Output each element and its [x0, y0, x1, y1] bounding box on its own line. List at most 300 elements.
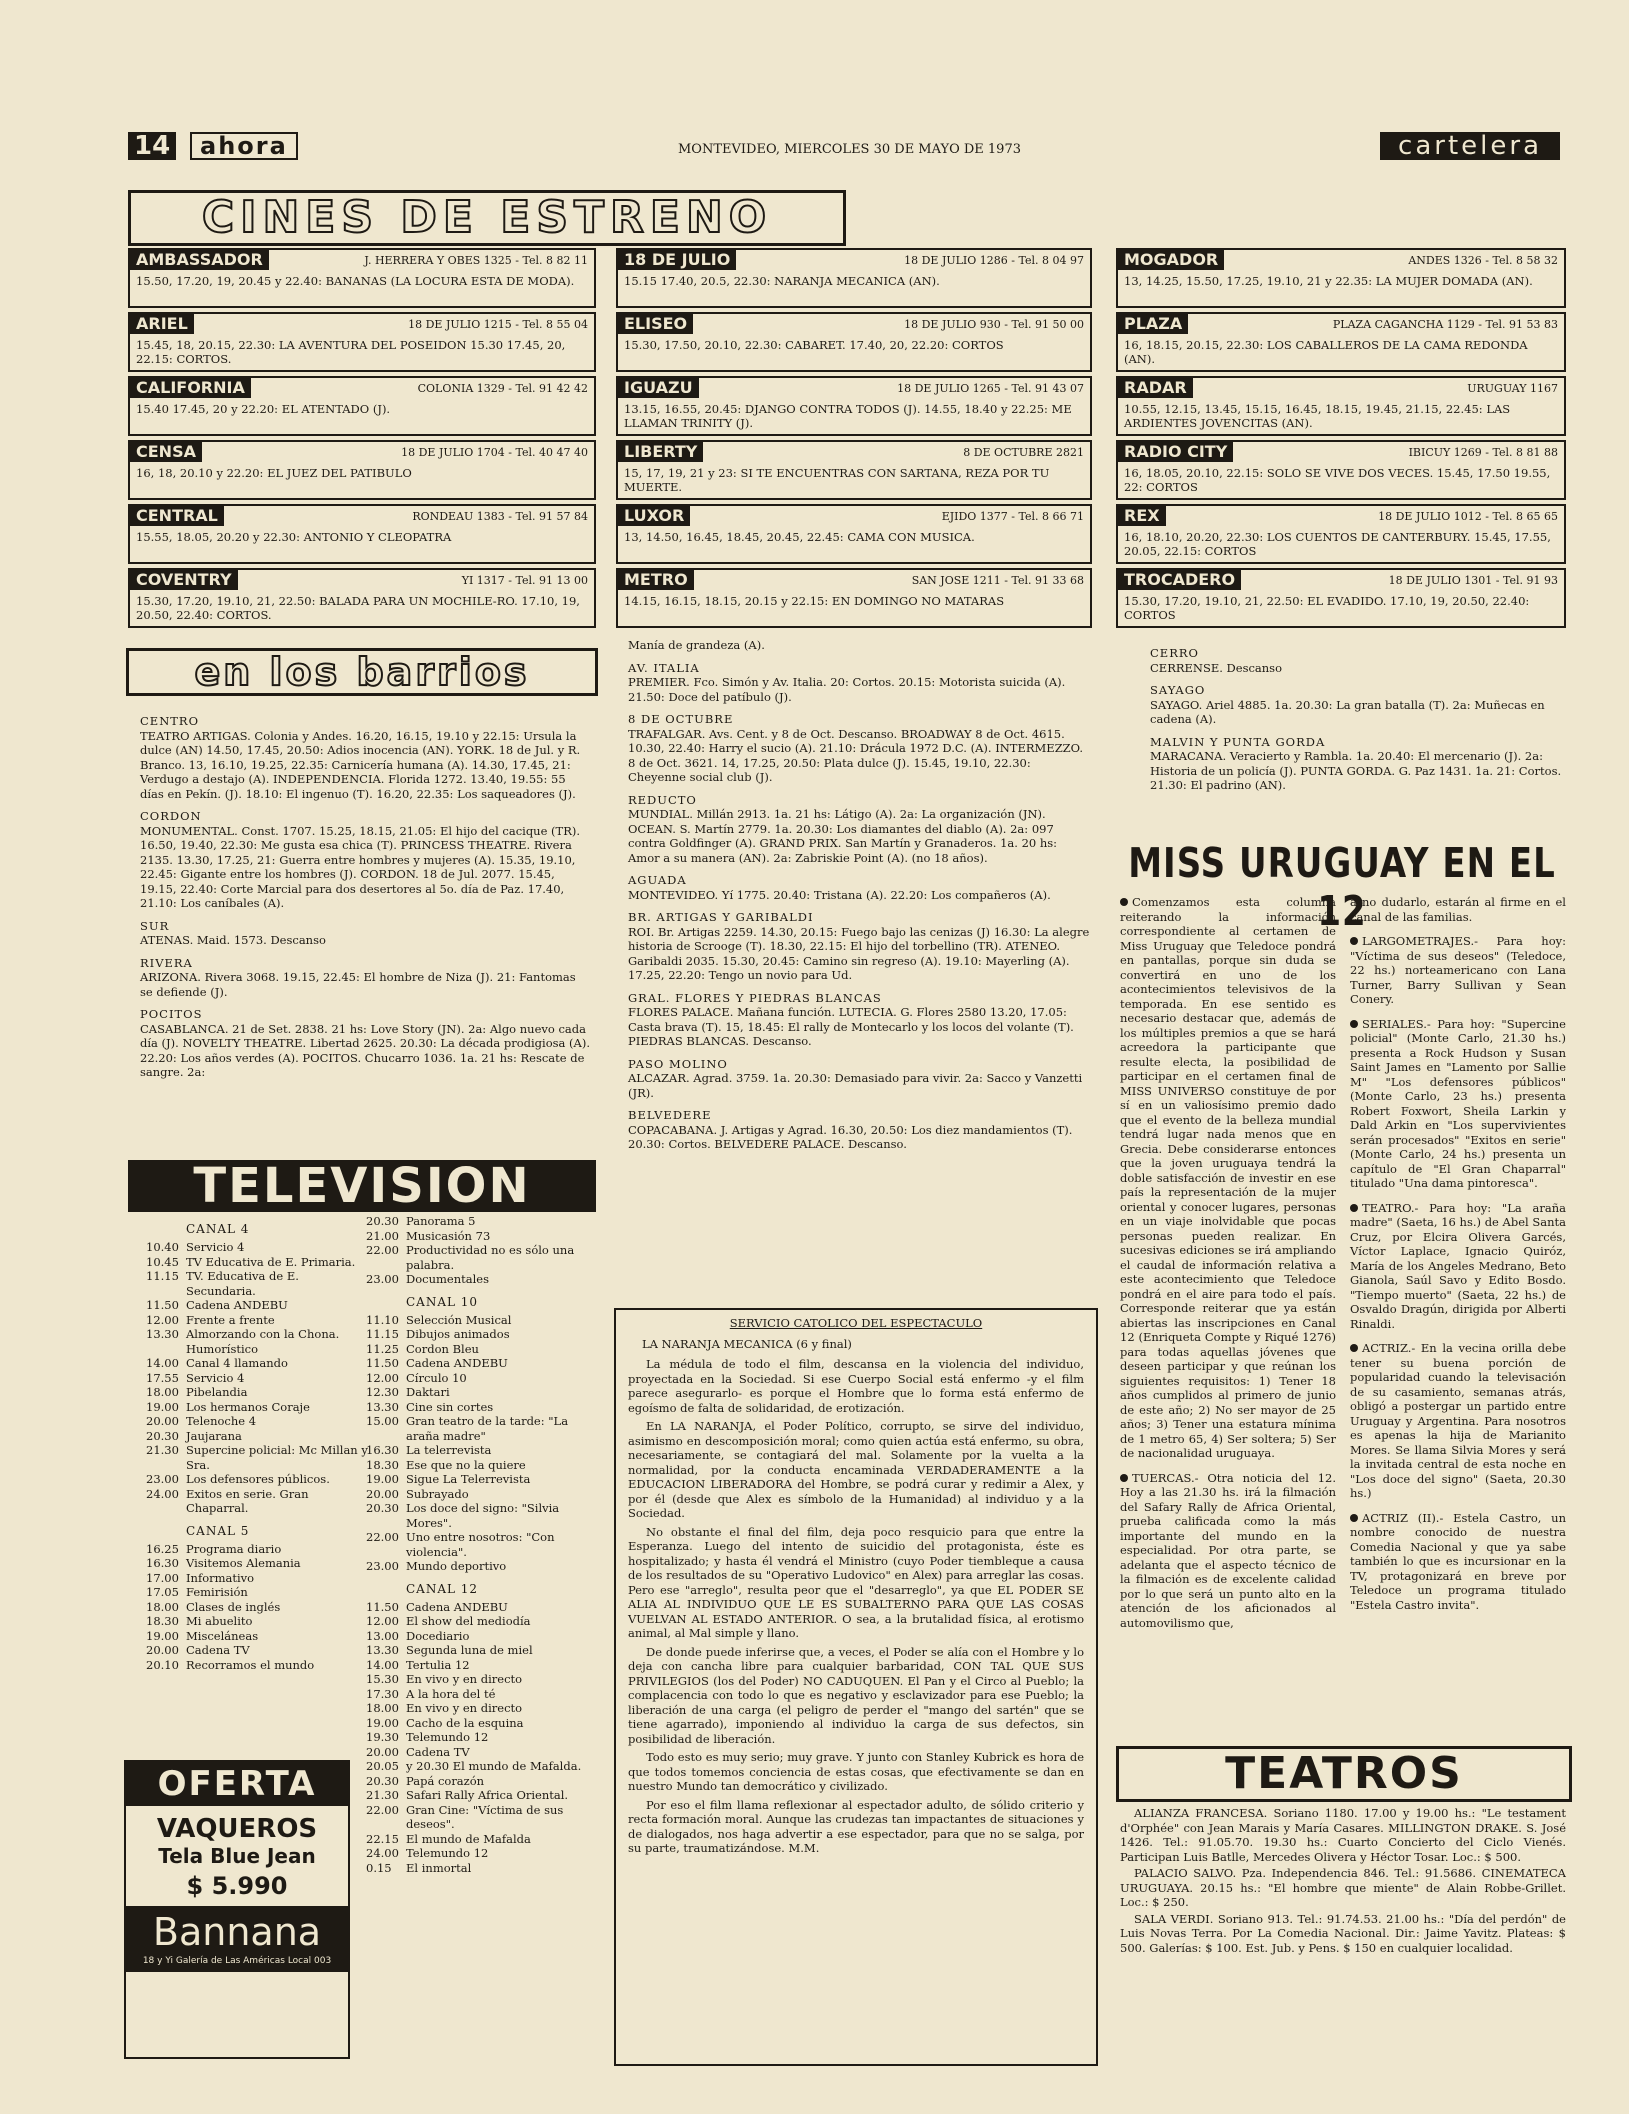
tv-program [146, 1269, 368, 1298]
program-name: Servicio 4 [186, 1240, 245, 1254]
miss-paragraph [1350, 895, 1566, 924]
program-time: 18.00 [146, 1385, 179, 1399]
program-time: 20.05 [366, 1759, 399, 1773]
tv-program [146, 1643, 368, 1658]
bullet-icon [1120, 1474, 1128, 1482]
miss-paragraph [1350, 934, 1566, 1007]
program-name: Programa diario [186, 1541, 282, 1556]
tv-program [366, 1313, 600, 1328]
cinema-name: 18 DE JULIO [618, 250, 736, 270]
program-name: Frente a frente [186, 1312, 275, 1327]
tv-program [146, 1487, 368, 1516]
tv-column-2 [366, 1214, 600, 1875]
program-name: y 20.30 El mundo de Mafalda. [406, 1759, 582, 1773]
cinema-header [624, 506, 1084, 526]
cinema-name: RADAR [1118, 378, 1193, 398]
tv-program [366, 1759, 600, 1774]
program-name: Cordon Bleu [406, 1341, 479, 1356]
cinema-showtimes: 14.15, 16.15, 18.15, 20.15 y 22.15: EN DOMINGO NO MATARAS [624, 594, 1005, 608]
cinema-showtimes: 13, 14.50, 16.45, 18.45, 20.45, 22.45: CAMA CON MUSICA. [624, 530, 975, 544]
cinema-showtimes: 15.40 17.45, 20 y 22.20: EL ATENTADO (J). [136, 402, 391, 416]
program-time: 18.00 [366, 1701, 399, 1715]
program-name: Círculo 10 [406, 1370, 467, 1385]
program-name: Subrayado [406, 1486, 469, 1501]
barrio-area: RIVERA [140, 955, 193, 970]
program-name: Exitos en serie. Gran Chaparral. [186, 1486, 309, 1515]
cinema-listing [616, 504, 1092, 564]
cinema-showtimes: 16, 18.15, 20.15, 22.30: LOS CABALLEROS DE LA CAMA REDONDA (AN). [1124, 338, 1528, 366]
cinema-name: REX [1118, 506, 1166, 526]
dateline: MONTEVIDEO, MIERCOLES 30 DE MAYO DE 1973 [678, 142, 1021, 157]
tv-program [366, 1371, 600, 1386]
bullet-icon [1120, 898, 1128, 906]
ad-address: 18 y Yi Galería de Las Américas Local 003 [126, 1954, 348, 1972]
cinema-header [624, 442, 1084, 462]
tv-program [146, 1571, 368, 1586]
program-name: Documentales [406, 1272, 489, 1286]
barrio-area: MALVIN Y PUNTA GORDA [1150, 734, 1326, 749]
program-name: Mi abuelito [186, 1614, 253, 1628]
cinema-header [1124, 378, 1558, 398]
cinema-header [624, 570, 1084, 590]
tv-program [366, 1788, 600, 1803]
program-time: 20.30 [366, 1501, 399, 1515]
cinema-address: ANDES 1326 - Tel. 8 58 32 [1408, 253, 1558, 267]
program-name: Telenoche 4 [186, 1414, 257, 1428]
program-time: 23.00 [146, 1472, 179, 1486]
cinema-name: ELISEO [618, 314, 693, 334]
cinema-header [624, 314, 1084, 334]
barrio-area: SAYAGO [1150, 683, 1206, 697]
tv-program [146, 1585, 368, 1600]
cinema-listing [128, 376, 596, 436]
program-name: Recorramos el mundo [186, 1657, 315, 1672]
cinema-listing [1116, 376, 1566, 436]
program-time: 12.00 [366, 1614, 399, 1628]
program-time: 14.00 [146, 1356, 179, 1370]
cinema-address: 18 DE JULIO 1215 - Tel. 8 55 04 [408, 317, 588, 331]
program-name: Tertulia 12 [406, 1657, 470, 1672]
program-time: 17.00 [146, 1570, 179, 1585]
tv-program [366, 1774, 600, 1789]
cinema-listing [616, 440, 1092, 500]
tv-program [366, 1672, 600, 1687]
barrios-column-3 [1150, 638, 1562, 793]
barrio-area: PASO MOLINO [628, 1056, 728, 1071]
tv-program [366, 1803, 600, 1832]
program-time: 24.00 [366, 1846, 399, 1860]
barrio-listing: CASABLANCA. 21 de Set. 2838. 21 hs: Love Story (JN). 2a: Algo nuevo cada día (J). NOVELTY THEATRE. Libertad 2625. 20.30: La década prodigiosa (A). 22.20: Los años verdes (A). POCITOS. Chucarro 1036. 1a. 21 hs: Rescate de sangre. 2a: [140, 1021, 590, 1079]
program-time: 12.00 [366, 1370, 399, 1385]
bullet-icon [1350, 1344, 1358, 1352]
cinema-header [136, 570, 588, 590]
cinema-showtimes: 15.50, 17.20, 19, 20.45 y 22.40: BANANAS (LA LOCURA ESTA DE MODA). [136, 274, 575, 288]
miss-paragraph-text: SERIALES.- Para hoy: "Supercine policial" (Monte Carlo, 21.30 hs.) presenta a Rock Hudson y Susan Saint James en "Lamento por Sallie M" "Los defensores públicos" (Monte Carlo, 23 hs.) presenta Robert Foxwort, Sheila Larkin y Dald Arkin en "Los supervivientes serán procesados" "Exitos en serie" (Monte Carlo, 24 hs.) presenta un capítulo de "El Gran Chaparral" titulado "Una dama pintoresca". [1350, 1016, 1566, 1190]
tv-program [366, 1832, 600, 1847]
program-name: Cadena TV [186, 1643, 250, 1657]
program-name: Cadena TV [406, 1744, 470, 1759]
tv-program [146, 1400, 368, 1415]
program-name: Jaujarana [186, 1428, 242, 1443]
tv-program [366, 1846, 600, 1861]
cinema-name: CENSA [130, 442, 202, 462]
barrio-listing: PREMIER. Fco. Simón y Av. Italia. 20: Cortos. 20.15: Motorista suicida (A). 21.50: Doce del patíbulo (J). [628, 675, 1066, 704]
cinema-showtimes: 16, 18.05, 20.10, 22.15: SOLO SE VIVE DOS VECES. 15.45, 17.50 19.55, 22: CORTOS [1124, 466, 1551, 494]
program-time: 22.00 [366, 1530, 399, 1544]
cines-column [616, 248, 1092, 632]
miss-paragraph-text: Comenzamos esta columna reiterando la información correspondiente al certamen de Miss Uruguay que Teledoce pondrá en pantallas, porque sin duda se convertirá en uno de los acontecimientos televisivos de la temporada. En ese sentido es necesario destacar que, además de los múltiples premios a que se hará acreedora la participante que resulte electa, la posibilidad de participar en el certamen final de MISS UNIVERSO constituye de por sí en un valiosísimo premio dado que el evento de la belleza mundial tendrá lugar nada menos que en Grecia. Debe considerarse entonces que la joven uruguaya tendrá la doble satisfacción de investir en ese país la representación de la mujer oriental y conocer lugares, personas en un viaje inolvidable que pocas personas pueden realizar. En sucesivas ediciones se irá ampliando el caudal de información relativa a este acontecimiento que Teledoce pondrá en el aire para todo el país. Corresponde reiterar que ya están abiertas las inscripciones en Canal 12 (Enriqueta Compte y Riqué 1276) para todas aquellas jóvenes que deseen participar y que reúnan los siguientes requisitos: 1) Tener 18 años cumplidos al primero de junio de este año; 2) No ser mayor de 25 años; 3) Tener una estatura mínima de 1 metro 65, 4) Ser soltera; 5) Ser de nacionalidad uruguaya. [1120, 895, 1336, 1460]
cinema-showtimes: 13, 14.25, 15.50, 17.25, 19.10, 21 y 22.35: LA MUJER DOMADA (AN). [1124, 274, 1533, 288]
cinema-address: EJIDO 1377 - Tel. 8 66 71 [941, 509, 1084, 523]
cinema-header [1124, 442, 1558, 462]
barrio-area: 8 DE OCTUBRE [628, 712, 734, 726]
program-name: Los hermanos Coraje [186, 1399, 310, 1414]
cinema-showtimes: 15.30, 17.50, 20.10, 22.30: CABARET. 17.40, 20, 22.20: CORTOS [624, 338, 1004, 352]
tv-program [366, 1730, 600, 1745]
program-time: 20.10 [146, 1657, 179, 1672]
program-time: 19.00 [366, 1715, 399, 1730]
tv-channel-name: CANAL 10 [406, 1294, 479, 1309]
program-name: Visitemos Alemania [186, 1556, 301, 1570]
barrio-listing: MONUMENTAL. Const. 1707. 15.25, 18.15, 21.05: El hijo del cacique (TR). 16.50, 19.40, 22.30: Me gusta esa chica (T). PRINCESS THEATRE. Rivera 2135. 13.30, 17.25, 21: Guerra entre hombres y mujeres (A). 15.35, 19.10, 22.45: Gigante entre los hombres (J). CORDON. 18 de Jul. 2077. 15.45, 19.15, 22.40: Corte Marcial para dos desertores al 5o. día de Paz. 17.40, 21.10: Los caníbales (A). [140, 823, 581, 910]
program-time: 11.10 [366, 1312, 399, 1327]
bullet-icon [1350, 937, 1358, 945]
program-time: 16.25 [146, 1541, 179, 1556]
program-name: El inmortal [406, 1860, 472, 1875]
cinema-address: PLAZA CAGANCHA 1129 - Tel. 91 53 83 [1332, 317, 1558, 331]
program-name: Canal 4 llamando [186, 1356, 288, 1370]
program-name: Musicasión 73 [406, 1228, 491, 1243]
miss-column-2 [1350, 895, 1566, 1640]
program-time: 15.30 [366, 1672, 399, 1686]
program-time: 16.30 [366, 1443, 399, 1457]
program-name: Safari Rally Africa Oriental. [406, 1788, 569, 1802]
tv-program [146, 1658, 368, 1673]
tv-program [146, 1429, 368, 1444]
teatro-listing: PALACIO SALVO. Pza. Independencia 846. Tel.: 91.5686. CINEMATECA URUGUAYA. 20.15 hs.: "El hombre que miente" de Alain Robbe-Grillet. Loc.: $ 250. [1120, 1866, 1566, 1909]
program-time: 20.00 [146, 1414, 179, 1428]
barrio-listing: FLORES PALACE. Mañana función. LUTECIA. G. Flores 2580 13.20, 17.05: Casta brava (T). 15, 18.45: El rally de Montecarlo y los locos del volante (T). PIEDRAS BLANCAS. Descanso. [628, 1005, 1074, 1048]
cinema-header [136, 250, 588, 270]
tv-program [366, 1614, 600, 1629]
program-time: 19.00 [146, 1628, 179, 1643]
servicio-paragraph: En LA NARANJA, el Poder Político, corrupto, se sirve del individuo, asimismo en descomposición moral; como quien actúa está enfermo, su obra, necesariamente, se contagiará del mal. Solamente por la vuelta a la normalidad, por la conducta encaminada VERDADERAMENTE a la EDUCACION LIBERADORA del Hombre, se podrá curar y redimir a Alex, y por él (desde que Alex es símbolo de la Humanidad) al individuo y a la Sociedad. [628, 1419, 1084, 1520]
barrio-listing: Manía de grandeza (A). [628, 638, 765, 652]
program-time: 11.25 [366, 1341, 399, 1356]
cinema-address: YI 1317 - Tel. 91 13 00 [461, 573, 588, 587]
vaqueros-ad [124, 1760, 350, 2059]
cinema-address: J. HERRERA Y OBES 1325 - Tel. 8 82 11 [364, 253, 588, 267]
program-name: Sigue La Telerrevista [406, 1472, 531, 1486]
barrio-listing: ARIZONA. Rivera 3068. 19.15, 22.45: El hombre de Niza (J). 21: Fantomas se defiende (J). [140, 970, 576, 999]
tv-program [366, 1472, 600, 1487]
barrio-area: GRAL. FLORES Y PIEDRAS BLANCAS [628, 990, 882, 1005]
tv-program [366, 1414, 600, 1443]
miss-uruguay-title: MISS URUGUAY EN EL 12 [1128, 840, 1556, 936]
miss-paragraph [1350, 1017, 1566, 1191]
barrio-area: AV. ITALIA [628, 660, 700, 675]
program-name: Dibujos animados [406, 1327, 510, 1341]
servicio-paragraph: Todo esto es muy serio; muy grave. Y junto con Stanley Kubrick es hora de que todos tomemos conciencia de estas cosas, que efectivamente se dan en nuestro Mundo tan democrático y civilizado. [628, 1750, 1084, 1793]
barrio-listing: SAYAGO. Ariel 4885. 1a. 20.30: La gran batalla (T). 2a: Muñecas en cadena (A). [1150, 697, 1545, 726]
barrio-area: AGUADA [628, 873, 687, 887]
program-time: 13.30 [146, 1327, 179, 1341]
bullet-icon [1350, 1514, 1358, 1522]
tv-program [366, 1458, 600, 1473]
page-number: 14 [128, 132, 176, 160]
program-time: 11.50 [146, 1298, 179, 1312]
cinema-name: PLAZA [1118, 314, 1188, 334]
miss-paragraph-text: TEATRO.- Para hoy: "La araña madre" (Saeta, 16 hs.) de Abel Santa Cruz, por Elcira Olivera Garcés, Víctor Laplace, Ignacio Quiróz, María de los Angeles Medrano, Beto Gianola, Saúl Savo y Edito Bosdo. "Tiempo muerto" (Saeta, 22 hs.) de Osvaldo Dragún, dirigida por Alberti Rinaldi. [1350, 1200, 1566, 1331]
tv-channel-name: CANAL 12 [406, 1581, 479, 1596]
program-name: Servicio 4 [186, 1370, 245, 1385]
cinema-showtimes: 15.15 17.40, 20.5, 22.30: NARANJA MECANICA (AN). [624, 274, 940, 288]
publication-name: ahora [190, 132, 298, 160]
tv-program [366, 1342, 600, 1357]
program-time: 17.30 [366, 1686, 399, 1701]
cinema-showtimes: 15.55, 18.05, 20.20 y 22.30: ANTONIO Y CLEOPATRA [136, 530, 452, 544]
tv-program [146, 1542, 368, 1557]
miss-uruguay-article [1120, 895, 1566, 1640]
cinema-name: CALIFORNIA [130, 378, 251, 398]
miss-paragraph-text: ACTRIZ (II).- Estela Castro, un nombre conocido de nuestra Comedia Nacional y que ya sabe también lo que es incursionar en la TV, protagonizará en breve por Teledoce un programa titulado "Estela Castro invita". [1350, 1510, 1566, 1612]
program-name: Clases de inglés [186, 1599, 281, 1614]
program-name: Misceláneas [186, 1628, 259, 1643]
cinema-showtimes: 10.55, 12.15, 13.45, 15.15, 16.45, 18.15, 19.45, 21.15, 22.45: LAS ARDIENTES JOVENCITAS (AN). [1124, 402, 1511, 430]
cinema-listing [128, 440, 596, 500]
tv-program [366, 1643, 600, 1658]
miss-paragraph-text: TUERCAS.- Otra noticia del 12. Hoy a las 21.30 hs. irá la filmación del Safary Rally de Africa Oriental, prueba calificada como la más importante del mundo en la especialidad. Por otra parte, se adelanta que el aspecto técnico de la filmación es de excelente calidad por lo que será un punto alto en la atención de los aficionados al automovilismo que, [1120, 1470, 1336, 1630]
program-name: A la hora del té [406, 1686, 496, 1701]
miss-paragraph [1350, 1201, 1566, 1332]
tv-program [366, 1745, 600, 1760]
cinema-listing [1116, 248, 1566, 308]
cinema-address: SAN JOSE 1211 - Tel. 91 33 68 [911, 573, 1084, 587]
cinema-showtimes: 16, 18, 20.10 y 22.20: EL JUEZ DEL PATIBULO [136, 466, 412, 480]
tv-program [366, 1600, 600, 1615]
program-name: TV. Educativa de E. Secundaria. [186, 1269, 299, 1298]
tv-program [146, 1313, 368, 1328]
program-time: 12.30 [366, 1385, 399, 1399]
servicio-paragraph: La médula de todo el film, descansa en la violencia del individuo, proyectada en la Sociedad. Si ese Cuerpo Social está enfermo -y el film parece asegurarlo- es porque el Hombre que lo forma está enfermo de egoísmo de falta de solidaridad, de erotización. [628, 1357, 1084, 1415]
bullet-icon [1350, 1020, 1358, 1028]
tv-program [366, 1629, 600, 1644]
ad-product: VAQUEROS [156, 1814, 318, 1844]
program-time: 20.00 [146, 1643, 179, 1657]
tv-program [366, 1243, 600, 1272]
program-time: 14.00 [366, 1657, 399, 1672]
cinema-listing [616, 312, 1092, 372]
miss-paragraph-text: LARGOMETRAJES.- Para hoy: "Víctima de sus deseos" (Teledoce, 22 hs.) norteamericano con Lana Turner, Barry Sullivan y Sean Conery. [1350, 934, 1566, 1006]
program-name: Gran Cine: "Víctima de sus deseos". [406, 1802, 564, 1831]
cinema-name: IGUAZU [618, 378, 699, 398]
program-name: Cine sin cortes [406, 1399, 494, 1414]
barrio-listing: MONTEVIDEO. Yí 1775. 20.40: Tristana (A). 22.20: Los compañeros (A). [628, 887, 1051, 902]
cinema-name: LIBERTY [618, 442, 703, 462]
barrio-area: BELVEDERE [628, 1108, 712, 1122]
barrios-column-2 [628, 638, 1090, 1152]
cinema-name: AMBASSADOR [130, 250, 269, 270]
cinema-name: RADIO CITY [1118, 442, 1233, 462]
tv-program [146, 1556, 368, 1571]
miss-paragraph [1350, 1341, 1566, 1501]
cinema-address: IBICUY 1269 - Tel. 8 81 88 [1408, 445, 1558, 459]
program-name: Ese que no la quiere [406, 1457, 526, 1472]
tv-program [146, 1614, 368, 1629]
barrio-area: CORDON [140, 809, 202, 823]
servicio-subtitle: LA NARANJA MECANICA (6 y final) [642, 1336, 852, 1351]
cinema-listing [616, 248, 1092, 308]
cinema-listing [1116, 312, 1566, 372]
cines-column [1116, 248, 1566, 632]
servicio-title: SERVICIO CATOLICO DEL ESPECTACULO [729, 1316, 983, 1330]
program-time: 12.00 [146, 1312, 179, 1327]
cinema-listing [128, 504, 596, 564]
tv-program [146, 1414, 368, 1429]
barrio-listing: ALCAZAR. Agrad. 3759. 1a. 20.30: Demasiado para vivir. 2a: Sacco y Vanzetti (JR). [628, 1071, 1083, 1100]
tv-program [366, 1327, 600, 1342]
tv-program [146, 1472, 368, 1487]
cinema-name: ARIEL [130, 314, 194, 334]
miss-column-1 [1120, 895, 1336, 1640]
program-time: 23.00 [366, 1559, 399, 1573]
barrio-listing: TEATRO ARTIGAS. Colonia y Andes. 16.20, 16.15, 19.10 y 22.15: Ursula la dulce (AN) 14.50, 17.45, 20.50: Adios inocencia (AN). YORK. 18 de Jul. y R. Branco. 13, 16.10, 19.25, 22.35: Carnicería humana (A). 14.30, 17.45, 21: Verdugo a destajo (A). INDEPENDENCIA. Florida 1272. 13.40, 19.55: 55 días en Pekín. (J). 18.10: El ingenuo (T). 16.20, 22.35: Los saqueadores (J). [140, 728, 581, 801]
ad-headline: OFERTA [126, 1762, 348, 1806]
program-name: Femirisión [186, 1585, 248, 1599]
cinema-header [136, 442, 588, 462]
program-time: 22.15 [366, 1831, 399, 1846]
barrio-listing: CERRENSE. Descanso [1150, 660, 1283, 675]
tv-program [146, 1371, 368, 1386]
program-time: 10.40 [146, 1240, 179, 1254]
tv-program [146, 1443, 368, 1472]
bullet-icon [1350, 1204, 1358, 1212]
program-time: 11.15 [146, 1269, 179, 1283]
program-time: 18.30 [366, 1457, 399, 1472]
tv-program [366, 1658, 600, 1673]
barrio-area: POCITOS [140, 1007, 203, 1021]
tv-channel-name: CANAL 5 [186, 1523, 250, 1538]
cinema-header [1124, 506, 1558, 526]
cinema-address: 18 DE JULIO 1301 - Tel. 91 93 [1388, 573, 1558, 587]
tv-program [146, 1327, 368, 1356]
program-time: 10.45 [146, 1254, 179, 1269]
barrio-listing: MARACANA. Veracierto y Rambla. 1a. 20.40: El mercenario (J). 2a: Historia de un policía (J). PUNTA GORDA. G. Paz 1431. 1a. 21: Cortos. 21.30: El padrino (AN). [1150, 749, 1562, 792]
program-time: 20.30 [366, 1214, 399, 1228]
program-name: Cacho de la esquina [406, 1715, 524, 1730]
television-title: TELEVISION [128, 1160, 596, 1212]
tv-program [366, 1530, 600, 1559]
program-name: Telemundo 12 [406, 1730, 489, 1744]
cinema-header [624, 378, 1084, 398]
cinema-header [136, 506, 588, 526]
program-time: 21.30 [366, 1788, 399, 1802]
cinema-name: COVENTRY [130, 570, 238, 590]
cinema-listing [1116, 440, 1566, 500]
tv-program [366, 1443, 600, 1458]
teatro-listing: SALA VERDI. Soriano 913. Tel.: 91.74.53. 21.00 hs.: "Día del perdón" de Luis Novas Terra. Por La Comedia Nacional. Dir.: Jaime Yavitz. Plateas: $ 500. Galerías: $ 100. Est. Jub. y Pens. $ 150 en cualquier localidad. [1120, 1911, 1566, 1955]
tv-program [146, 1240, 368, 1255]
cinema-showtimes: 13.15, 16.55, 20.45: DJANGO CONTRA TODOS (J). 14.55, 18.40 y 22.25: ME LLAMAN TRINITY (J). [624, 402, 1072, 430]
program-time: 20.30 [366, 1773, 399, 1788]
program-time: 21.30 [146, 1443, 179, 1457]
cinema-showtimes: 15, 17, 19, 21 y 23: SI TE ENCUENTRAS CON SARTANA, REZA POR TU MUERTE. [624, 466, 1050, 494]
cinema-address: RONDEAU 1383 - Tel. 91 57 84 [412, 509, 588, 523]
program-time: 20.00 [366, 1744, 399, 1759]
program-time: 0.15 [366, 1860, 392, 1875]
cinema-showtimes: 15.30, 17.20, 19.10, 21, 22.50: BALADA PARA UN MOCHILE-RO. 17.10, 19, 20.50, 22.40: CORTOS. [136, 594, 580, 622]
cinema-header [136, 378, 588, 398]
miss-paragraph-text: ACTRIZ.- En la vecina orilla debe tener su buena porción de popularidad cuando la televisación de su casamiento, semanas atrás, obligó a postergar un partido entre Uruguay y Argentina. Para nosotros es apenas la hija de Marianito Mores. Se llama Silvia Mores y será la invitada central de esta noche en "Los doce del signo" (Saeta, 20.30 hs.) [1350, 1341, 1566, 1500]
program-time: 24.00 [146, 1486, 179, 1501]
cinema-name: MOGADOR [1118, 250, 1224, 270]
teatro-listing: ALIANZA FRANCESA. Soriano 1180. 17.00 y 19.00 hs.: "Le testament d'Orphée" con Jean Marais y María Casares. MILLINGTON DRAKE. S. José 1426. Tel.: 91.05.70. 19.30 hs.: Cuarto Concierto del Ciclo Vienés. Participan Luis Batlle, Mercedes Olivera y Héctor Tosar. Loc.: $ 500. [1120, 1806, 1566, 1864]
tv-program [146, 1385, 368, 1400]
cinema-address: 18 DE JULIO 1012 - Tel. 8 65 65 [1378, 509, 1558, 523]
cinema-listing [1116, 504, 1566, 564]
miss-paragraph [1350, 1511, 1566, 1613]
program-name: Cadena ANDEBU [186, 1298, 288, 1312]
program-name: TV Educativa de E. Primaria. [186, 1254, 356, 1269]
program-time: 20.30 [146, 1428, 179, 1443]
program-time: 13.30 [366, 1399, 399, 1414]
program-time: 13.00 [366, 1628, 399, 1643]
cinema-listing [128, 568, 596, 628]
cinema-name: CENTRAL [130, 506, 224, 526]
program-time: 15.00 [366, 1414, 399, 1428]
masthead [128, 132, 1560, 160]
tv-program [146, 1356, 368, 1371]
program-name: Gran teatro de la tarde: "La araña madre" [406, 1414, 569, 1443]
servicio-catolico-box [614, 1308, 1098, 2066]
cinema-listing [128, 312, 596, 372]
tv-program [146, 1600, 368, 1615]
program-name: El mundo de Mafalda [406, 1831, 531, 1846]
tv-program [366, 1356, 600, 1371]
teatros-title: TEATROS [1116, 1746, 1572, 1802]
servicio-body [628, 1357, 1084, 1856]
cinema-address: 18 DE JULIO 1286 - Tel. 8 04 97 [904, 253, 1084, 267]
cinema-listing [616, 376, 1092, 436]
program-name: Selección Musical [406, 1312, 512, 1327]
program-time: 13.30 [366, 1643, 399, 1657]
teatros-listings [1120, 1806, 1566, 1957]
program-name: El show del mediodía [406, 1614, 531, 1628]
cinema-name: METRO [618, 570, 694, 590]
tv-program [366, 1487, 600, 1502]
barrio-area: CENTRO [140, 714, 200, 728]
program-name: En vivo y en directo [406, 1672, 523, 1686]
tv-program [146, 1298, 368, 1313]
program-time: 19.30 [366, 1730, 399, 1744]
program-time: 18.30 [146, 1614, 179, 1628]
program-name: Uno entre nosotros: "Con violencia". [406, 1530, 555, 1559]
program-time: 18.00 [146, 1599, 179, 1614]
program-time: 11.50 [366, 1356, 399, 1370]
servicio-paragraph: De donde puede inferirse que, a veces, el Poder se alía con el Hombre y lo deja con cancha libre para cualquier barbaridad, CON TAL QUE SUS PRIVILEGIOS (los del Poder) NO CADUQUEN. El Pan y el Circo al Pueblo; la complacencia con todo lo que es negativo y esclavizador para ese Pueblo; la liberación de una carga (el peligro de perder el "mango del sartén" que se tiene agarrado), imponiendo al individuo la carga de sus defectos, sin posibilidad de liberación. [628, 1644, 1084, 1746]
program-name: Mundo deportivo [406, 1559, 507, 1573]
cinema-header [1124, 570, 1558, 590]
tv-program [146, 1255, 368, 1270]
cinema-name: LUXOR [618, 506, 690, 526]
program-time: 11.15 [366, 1327, 399, 1341]
program-time: 22.00 [366, 1802, 399, 1817]
program-name: Los defensores públicos. [186, 1472, 330, 1486]
tv-program [366, 1687, 600, 1702]
barrio-area: CERRO [1150, 646, 1199, 660]
program-time: 19.00 [146, 1399, 179, 1414]
cinema-address: 18 DE JULIO 930 - Tel. 91 50 00 [904, 317, 1084, 331]
